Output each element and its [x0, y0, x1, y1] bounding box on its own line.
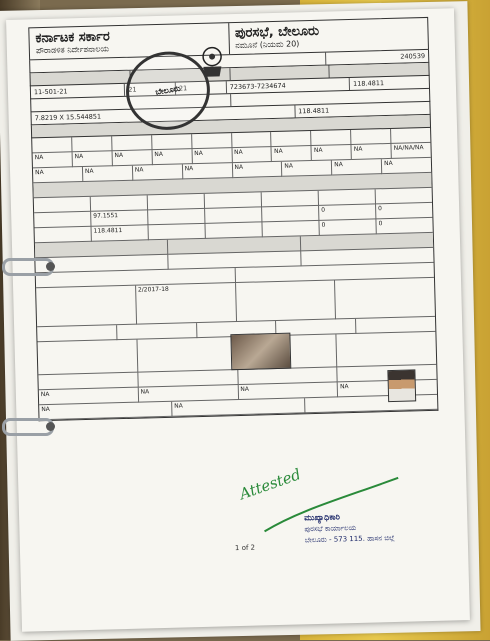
- year-value: 2/2017-18: [136, 283, 237, 325]
- owner-photo: [387, 369, 416, 402]
- officer-stamp: ಮುಖ್ಯಾಧಿಕಾರಿ ಪುರಸಭೆ ಕಾರ್ಯಾಲಯ ಬೇಲೂರು - 573 115. ಹಾಸನ ಜಿಲ್ಲೆ: [304, 512, 395, 544]
- left-title: ಕರ್ನಾಟಕ ಸರ್ಕಾರ: [35, 29, 110, 47]
- right-subtitle: ನಮೂನೆ (ನಿಯಮ 20): [235, 39, 300, 50]
- details-grid: [31, 128, 438, 421]
- date-value: 11-501-21: [31, 84, 126, 98]
- left-subtitle: ಪೌರಾಡಳಿತ ನಿರ್ದೇಶನಾಲಯ: [35, 44, 110, 56]
- dimensions-value: 7.8219 X 15.544851: [31, 105, 295, 124]
- signature: Attested: [237, 465, 304, 504]
- page-number: 1 of 2: [234, 543, 256, 553]
- measure-row-2: 118.4811 0 0: [35, 218, 433, 243]
- grid-na-row: NA NA NA NA NA NA NA NA NA NA/NA/NA: [33, 143, 431, 168]
- area-value-2: 118.4811: [352, 79, 385, 88]
- grid-na-row-2: NA NA NA NA NA NA NA NA: [33, 158, 431, 183]
- form-number: 240539: [400, 52, 426, 61]
- property-photo: [230, 333, 291, 371]
- measure-row-1: 97.1551 0 0: [34, 203, 432, 228]
- punch-hole-top: [46, 262, 55, 271]
- right-title: ಪುರಸಭೆ, ಬೇಲೂರು: [234, 23, 320, 41]
- area-total: 118.4811: [298, 106, 330, 116]
- cell-21a: 21: [125, 83, 176, 96]
- footer-na-row: NA NA NA NA: [39, 380, 437, 405]
- state-emblem-icon: [197, 44, 228, 79]
- cell-21b: 21: [176, 81, 227, 94]
- footer-na-row-2: NA NA: [39, 395, 437, 420]
- area-value-1: 723673-7234674: [226, 78, 350, 93]
- document-sheet: [6, 8, 470, 632]
- punch-hole-bottom: [46, 422, 55, 431]
- municipal-seal: ಬೇಲೂರು: [120, 45, 216, 136]
